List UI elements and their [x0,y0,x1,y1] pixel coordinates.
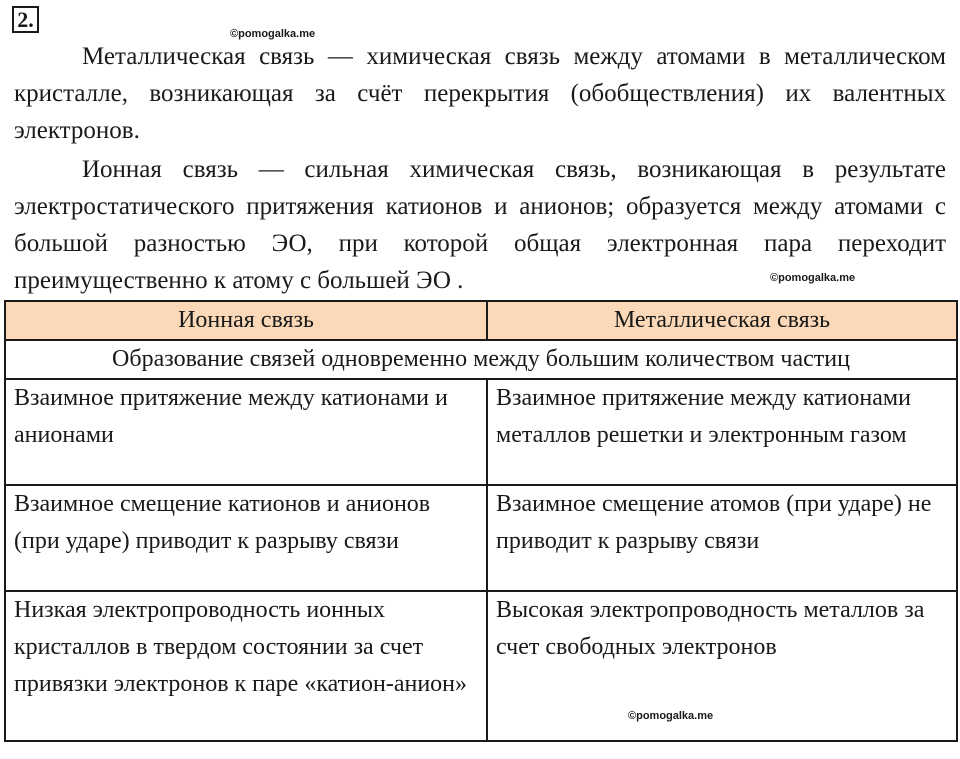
ionic-cell: Взаимное притяжение между катионами и анионами [5,379,487,485]
header-metallic-bond: Металлическая связь [487,301,957,340]
table-row [5,591,957,741]
paragraph-metallic-bond-definition: Металлическая связь — химическая связь между атомами в металлическом кристалле, возникающая за счёт перекрытия (обобществления) их валентных электронов. [14,43,946,144]
watermark: ©pomogalka.me [230,28,316,40]
metallic-cell: Высокая электропроводность металлов за счет свободных электронов [487,591,957,741]
ionic-cell: Взаимное смещение катионов и анионов (при ударе) приводит к разрыву связи [5,485,487,591]
metallic-cell: Взаимное притяжение между катионами металлов решетки и электронным газом [487,379,957,485]
metallic-cell: Взаимное смещение атомов (при ударе) не приводит к разрыву связи [487,485,957,591]
watermark: ©pomogalka.me [770,272,856,284]
table-header-row [5,301,957,340]
ionic-cell: Низкая электропроводность ионных кристаллов в твердом состоянии за счет привязки электронов к паре «катион-анион» [5,591,487,741]
table-row [5,379,957,485]
comparison-table [4,300,958,742]
table-row [5,485,957,591]
common-feature-cell: Образование связей одновременно между большим количеством частиц [5,340,957,379]
watermark: ©pomogalka.me [628,710,714,722]
header-ionic-bond: Ионная связь [5,301,487,340]
paragraph-ionic-bond-definition: Ионная связь — сильная химическая связь, возникающая в результате электростатического притяжения катионов и анионов; образуется между атомами с большой разностью ЭО, при которой общая электронная пара переходит преимущественно к атому с большей ЭО . [14,156,946,294]
task-number: 2. [12,6,39,33]
table-row-common [5,340,957,379]
